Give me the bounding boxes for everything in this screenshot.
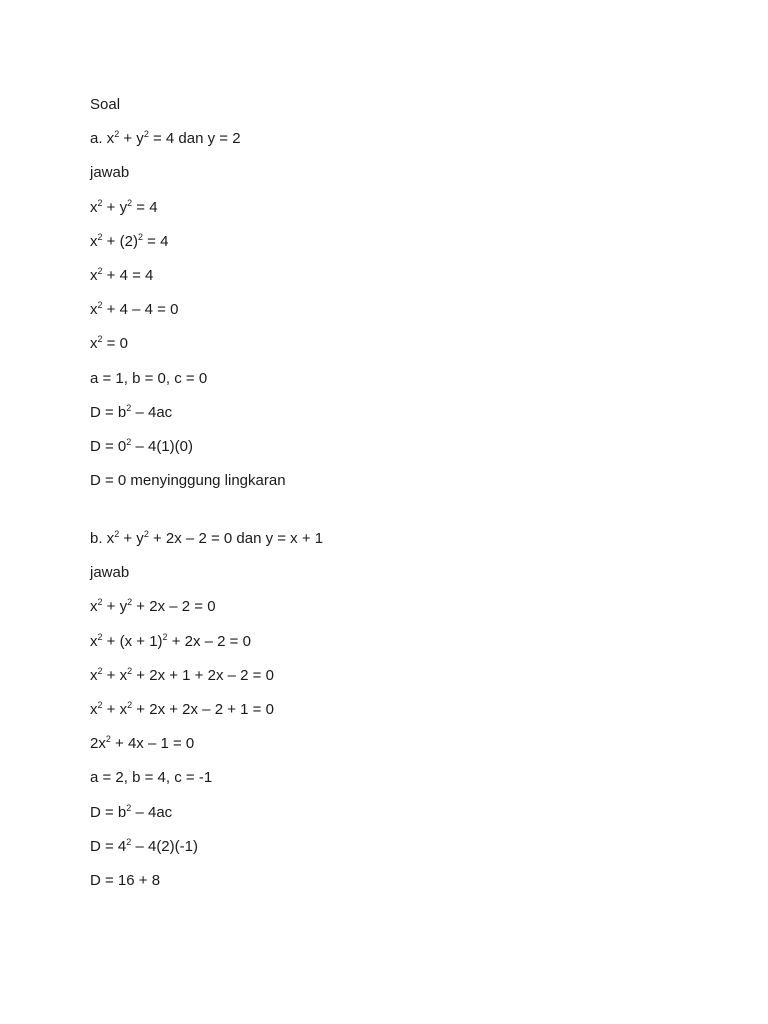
text-segment: + 2x + 2x – 2 + 1 = 0 xyxy=(132,701,274,718)
superscript: 2 xyxy=(127,597,133,608)
text-line xyxy=(90,766,690,790)
superscript: 2 xyxy=(97,231,103,242)
text-line xyxy=(90,469,690,493)
text-line xyxy=(90,801,690,825)
superscript: 2 xyxy=(126,436,132,447)
text-segment: x xyxy=(90,301,98,319)
text-segment: b. x xyxy=(90,530,115,548)
superscript: 2 xyxy=(162,631,168,642)
text-segment: + y xyxy=(102,198,128,216)
text-segment: + 4 – 4 = 0 xyxy=(102,301,179,319)
superscript: 2 xyxy=(127,665,133,676)
text-line xyxy=(90,401,690,425)
text-segment: D = 0 xyxy=(90,437,127,455)
text-segment: 2x xyxy=(90,735,106,753)
text-line xyxy=(90,332,690,356)
text-segment: x xyxy=(90,598,98,616)
text-segment: D = b xyxy=(90,803,127,821)
text-segment: D = 16 + 8 xyxy=(90,871,161,889)
superscript: 2 xyxy=(126,802,132,813)
superscript: 2 xyxy=(127,700,133,710)
text-segment: + 2x – 2 = 0 xyxy=(167,632,251,650)
text-segment: x xyxy=(90,266,98,284)
text-line xyxy=(90,93,690,117)
text-segment: x xyxy=(90,666,98,684)
text-line xyxy=(90,298,690,322)
superscript: 2 xyxy=(105,734,111,745)
text-line xyxy=(90,161,690,185)
text-segment: = 4 xyxy=(142,232,169,250)
superscript: 2 xyxy=(126,402,132,413)
superscript: 2 xyxy=(126,836,132,847)
text-line xyxy=(90,835,690,859)
text-line xyxy=(90,196,690,220)
text-line xyxy=(90,630,690,654)
superscript: 2 xyxy=(97,334,103,345)
text-segment: a = 2, b = 4, c = -1 xyxy=(90,769,213,787)
text-segment: + 4x – 1 = 0 xyxy=(110,735,195,753)
superscript: 2 xyxy=(127,197,133,208)
text-segment: a = 1, b = 0, c = 0 xyxy=(90,369,208,387)
text-segment: x xyxy=(90,335,98,353)
text-segment: jawab xyxy=(90,164,130,182)
text-segment: + y xyxy=(119,130,144,148)
text-line xyxy=(90,127,690,151)
text-segment: D = 4 xyxy=(90,837,127,855)
text-segment: = 0 xyxy=(102,335,128,353)
text-segment: + 2x + 1 + 2x – 2 = 0 xyxy=(132,666,274,684)
superscript: 2 xyxy=(97,300,103,311)
text-segment: – 4(1)(0) xyxy=(131,437,193,455)
text-segment: + y xyxy=(119,530,144,548)
text-segment: + 2x – 2 = 0 xyxy=(132,598,216,616)
text-line xyxy=(90,435,690,459)
superscript: 2 xyxy=(97,597,103,608)
text-segment: D = 0 menyinggung lingkaran xyxy=(90,472,286,490)
text-segment: a. x xyxy=(90,130,115,148)
text-line xyxy=(90,664,690,688)
superscript: 2 xyxy=(97,665,103,676)
text-segment: – 4ac xyxy=(131,403,173,421)
superscript: 2 xyxy=(97,700,103,710)
text-segment: + x xyxy=(102,666,128,684)
text-segment: x xyxy=(90,701,98,718)
superscript: 2 xyxy=(97,197,103,208)
text-line xyxy=(90,264,690,288)
text-segment: Soal xyxy=(90,96,121,113)
text-line xyxy=(90,595,690,619)
text-segment: D = b xyxy=(90,403,127,421)
text-segment: + (2) xyxy=(102,232,138,250)
superscript: 2 xyxy=(137,231,143,242)
text-line xyxy=(90,527,690,551)
superscript: 2 xyxy=(143,529,149,540)
superscript: 2 xyxy=(114,529,120,540)
superscript: 2 xyxy=(97,631,103,642)
text-segment: + x xyxy=(102,701,128,718)
text-segment: + 2x – 2 = 0 dan y = x + 1 xyxy=(148,530,324,548)
superscript: 2 xyxy=(143,129,149,140)
text-segment: jawab xyxy=(90,564,130,582)
text-segment: – 4ac xyxy=(131,803,173,821)
text-segment: + 4 = 4 xyxy=(102,266,154,284)
superscript: 2 xyxy=(114,129,120,140)
text-line xyxy=(90,561,690,585)
text-line xyxy=(90,869,690,893)
text-line xyxy=(90,230,690,254)
text-segment: – 4(2)(-1) xyxy=(131,837,198,855)
text-line xyxy=(90,732,690,756)
text-segment: x xyxy=(90,232,98,250)
document-body xyxy=(90,93,690,903)
text-segment: + y xyxy=(102,598,128,616)
text-line xyxy=(90,367,690,391)
text-segment: + (x + 1) xyxy=(102,632,163,650)
text-line xyxy=(90,698,690,722)
text-segment: x xyxy=(90,632,98,650)
superscript: 2 xyxy=(97,265,103,276)
text-segment: = 4 xyxy=(132,198,158,216)
text-segment: = 4 dan y = 2 xyxy=(148,130,241,148)
text-segment: x xyxy=(90,198,98,216)
